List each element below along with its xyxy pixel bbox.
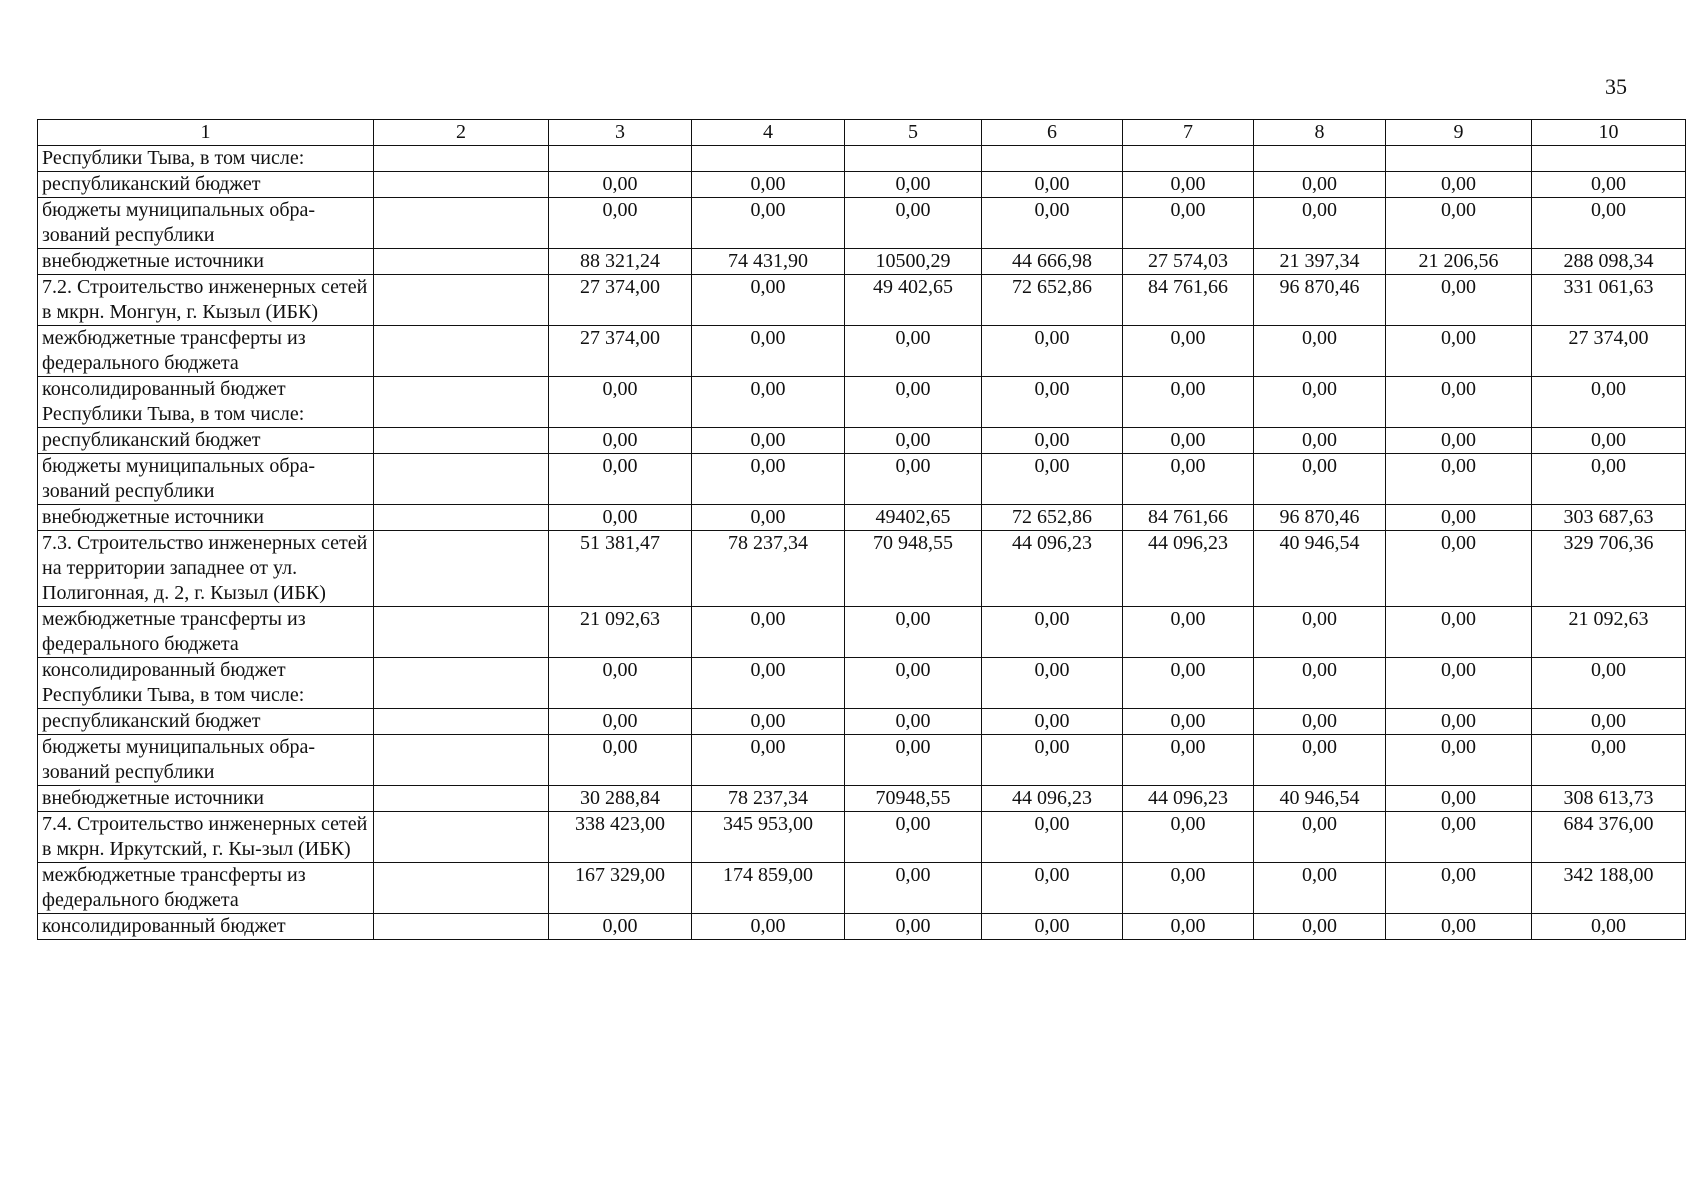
value-cell: 0,00	[1123, 172, 1254, 198]
value-cell: 0,00	[549, 198, 692, 249]
value-cell: 44 096,23	[1123, 786, 1254, 812]
header-cell: 9	[1386, 120, 1532, 146]
value-cell: 0,00	[845, 172, 982, 198]
row-code-cell	[374, 172, 549, 198]
value-cell: 0,00	[1123, 377, 1254, 428]
row-name-cell: консолидированный бюджет Республики Тыва, в том числе:	[38, 658, 374, 709]
row-code-cell	[374, 249, 549, 275]
value-cell: 0,00	[1532, 428, 1686, 454]
value-cell: 0,00	[549, 709, 692, 735]
value-cell: 0,00	[692, 428, 845, 454]
value-cell: 0,00	[982, 863, 1123, 914]
value-cell	[1123, 146, 1254, 172]
value-cell: 0,00	[692, 505, 845, 531]
value-cell: 0,00	[845, 377, 982, 428]
value-cell: 0,00	[845, 735, 982, 786]
table-row	[38, 454, 1686, 505]
value-cell: 303 687,63	[1532, 505, 1686, 531]
table-row	[38, 531, 1686, 607]
table-row	[38, 428, 1686, 454]
header-cell: 3	[549, 120, 692, 146]
row-code-cell	[374, 454, 549, 505]
value-cell: 0,00	[1386, 428, 1532, 454]
value-cell: 0,00	[1254, 709, 1386, 735]
budget-table	[37, 119, 1686, 940]
value-cell: 0,00	[1386, 326, 1532, 377]
value-cell	[982, 146, 1123, 172]
value-cell: 0,00	[1123, 607, 1254, 658]
value-cell: 21 206,56	[1386, 249, 1532, 275]
value-cell: 0,00	[1532, 198, 1686, 249]
table-row	[38, 326, 1686, 377]
value-cell: 96 870,46	[1254, 505, 1386, 531]
value-cell: 0,00	[1123, 914, 1254, 940]
value-cell: 0,00	[692, 709, 845, 735]
header-cell: 4	[692, 120, 845, 146]
row-name-cell: бюджеты муниципальных обра-зований республики	[38, 454, 374, 505]
value-cell: 0,00	[845, 198, 982, 249]
value-cell: 0,00	[1532, 914, 1686, 940]
value-cell: 0,00	[982, 658, 1123, 709]
value-cell: 167 329,00	[549, 863, 692, 914]
value-cell: 0,00	[1532, 658, 1686, 709]
value-cell: 0,00	[845, 454, 982, 505]
value-cell: 21 092,63	[1532, 607, 1686, 658]
value-cell: 0,00	[549, 735, 692, 786]
value-cell: 44 096,23	[982, 531, 1123, 607]
value-cell: 0,00	[1254, 607, 1386, 658]
value-cell: 288 098,34	[1532, 249, 1686, 275]
row-code-cell	[374, 607, 549, 658]
table-row	[38, 505, 1686, 531]
row-name-cell: межбюджетные трансферты из федерального бюджета	[38, 326, 374, 377]
value-cell: 0,00	[1532, 377, 1686, 428]
row-code-cell	[374, 377, 549, 428]
row-code-cell	[374, 146, 549, 172]
value-cell: 0,00	[845, 428, 982, 454]
value-cell: 70948,55	[845, 786, 982, 812]
value-cell: 0,00	[1254, 428, 1386, 454]
value-cell: 10500,29	[845, 249, 982, 275]
row-name-cell: 7.2. Строительство инженерных сетей в мкрн. Монгун, г. Кызыл (ИБК)	[38, 275, 374, 326]
table-row	[38, 709, 1686, 735]
value-cell: 96 870,46	[1254, 275, 1386, 326]
value-cell: 0,00	[1123, 812, 1254, 863]
value-cell: 0,00	[1386, 454, 1532, 505]
row-name-cell: внебюджетные источники	[38, 505, 374, 531]
value-cell: 72 652,86	[982, 505, 1123, 531]
value-cell: 0,00	[1254, 658, 1386, 709]
row-name-cell: бюджеты муниципальных обра-зований республики	[38, 735, 374, 786]
row-code-cell	[374, 735, 549, 786]
value-cell: 44 666,98	[982, 249, 1123, 275]
value-cell: 0,00	[1386, 658, 1532, 709]
value-cell: 0,00	[1386, 863, 1532, 914]
row-name-cell: консолидированный бюджет	[38, 914, 374, 940]
value-cell: 0,00	[1386, 607, 1532, 658]
value-cell: 0,00	[1123, 863, 1254, 914]
value-cell: 40 946,54	[1254, 531, 1386, 607]
value-cell: 0,00	[692, 326, 845, 377]
value-cell: 0,00	[1254, 863, 1386, 914]
row-name-cell: межбюджетные трансферты из федерального бюджета	[38, 607, 374, 658]
header-cell: 2	[374, 120, 549, 146]
value-cell	[549, 146, 692, 172]
value-cell: 0,00	[1254, 172, 1386, 198]
value-cell: 0,00	[982, 428, 1123, 454]
row-code-cell	[374, 914, 549, 940]
value-cell: 27 574,03	[1123, 249, 1254, 275]
value-cell: 0,00	[692, 377, 845, 428]
value-cell: 0,00	[692, 172, 845, 198]
value-cell: 70 948,55	[845, 531, 982, 607]
value-cell: 0,00	[982, 454, 1123, 505]
value-cell: 0,00	[549, 172, 692, 198]
header-cell: 8	[1254, 120, 1386, 146]
value-cell: 21 397,34	[1254, 249, 1386, 275]
row-name-cell: республиканский бюджет	[38, 709, 374, 735]
table-row	[38, 275, 1686, 326]
table-row	[38, 786, 1686, 812]
value-cell: 0,00	[1532, 709, 1686, 735]
table-row	[38, 249, 1686, 275]
value-cell: 0,00	[845, 914, 982, 940]
value-cell: 21 092,63	[549, 607, 692, 658]
row-code-cell	[374, 812, 549, 863]
value-cell: 0,00	[1386, 198, 1532, 249]
table-header-row	[38, 120, 1686, 146]
row-name-cell: межбюджетные трансферты из федерального бюджета	[38, 863, 374, 914]
table-row	[38, 198, 1686, 249]
value-cell: 331 061,63	[1532, 275, 1686, 326]
value-cell: 0,00	[1254, 914, 1386, 940]
row-name-cell: внебюджетные источники	[38, 249, 374, 275]
value-cell: 0,00	[1254, 377, 1386, 428]
value-cell: 0,00	[982, 709, 1123, 735]
value-cell: 49402,65	[845, 505, 982, 531]
value-cell: 40 946,54	[1254, 786, 1386, 812]
value-cell: 0,00	[982, 607, 1123, 658]
header-cell: 1	[38, 120, 374, 146]
value-cell: 27 374,00	[1532, 326, 1686, 377]
value-cell: 0,00	[1532, 735, 1686, 786]
value-cell: 0,00	[692, 607, 845, 658]
value-cell: 51 381,47	[549, 531, 692, 607]
value-cell: 342 188,00	[1532, 863, 1686, 914]
table-row	[38, 146, 1686, 172]
value-cell: 0,00	[692, 914, 845, 940]
value-cell: 0,00	[845, 658, 982, 709]
value-cell: 0,00	[1532, 454, 1686, 505]
value-cell: 329 706,36	[1532, 531, 1686, 607]
value-cell: 44 096,23	[1123, 531, 1254, 607]
header-cell: 10	[1532, 120, 1686, 146]
table-row	[38, 914, 1686, 940]
table-row	[38, 735, 1686, 786]
row-code-cell	[374, 505, 549, 531]
value-cell: 0,00	[1386, 377, 1532, 428]
row-name-cell: республиканский бюджет	[38, 172, 374, 198]
value-cell: 0,00	[845, 812, 982, 863]
value-cell	[845, 146, 982, 172]
row-name-cell: внебюджетные источники	[38, 786, 374, 812]
value-cell: 0,00	[845, 863, 982, 914]
value-cell: 84 761,66	[1123, 505, 1254, 531]
value-cell: 0,00	[982, 914, 1123, 940]
value-cell: 44 096,23	[982, 786, 1123, 812]
value-cell: 0,00	[1386, 735, 1532, 786]
value-cell: 0,00	[982, 326, 1123, 377]
value-cell: 0,00	[982, 735, 1123, 786]
value-cell: 78 237,34	[692, 786, 845, 812]
table-row	[38, 658, 1686, 709]
row-code-cell	[374, 428, 549, 454]
row-name-cell: бюджеты муниципальных обра-зований республики	[38, 198, 374, 249]
value-cell	[1532, 146, 1686, 172]
value-cell: 0,00	[692, 658, 845, 709]
value-cell: 88 321,24	[549, 249, 692, 275]
value-cell: 0,00	[692, 275, 845, 326]
value-cell: 0,00	[1386, 812, 1532, 863]
value-cell: 0,00	[845, 326, 982, 377]
value-cell: 0,00	[692, 454, 845, 505]
value-cell: 0,00	[1123, 326, 1254, 377]
value-cell: 0,00	[1123, 428, 1254, 454]
value-cell: 0,00	[1386, 531, 1532, 607]
value-cell: 0,00	[982, 377, 1123, 428]
value-cell: 0,00	[549, 658, 692, 709]
value-cell: 27 374,00	[549, 275, 692, 326]
row-name-cell: республиканский бюджет	[38, 428, 374, 454]
value-cell: 78 237,34	[692, 531, 845, 607]
value-cell: 0,00	[1254, 198, 1386, 249]
header-cell: 7	[1123, 120, 1254, 146]
value-cell: 345 953,00	[692, 812, 845, 863]
page-number: 35	[1605, 74, 1627, 99]
value-cell: 0,00	[549, 505, 692, 531]
table-row	[38, 607, 1686, 658]
row-code-cell	[374, 326, 549, 377]
value-cell: 0,00	[1123, 735, 1254, 786]
value-cell: 74 431,90	[692, 249, 845, 275]
value-cell: 0,00	[549, 914, 692, 940]
row-code-cell	[374, 275, 549, 326]
value-cell: 338 423,00	[549, 812, 692, 863]
value-cell: 0,00	[1254, 735, 1386, 786]
row-name-cell: 7.4. Строительство инженерных сетей в мкрн. Иркутский, г. Кы-зыл (ИБК)	[38, 812, 374, 863]
table-row	[38, 812, 1686, 863]
row-name-cell: 7.3. Строительство инженерных сетей на территории западнее от ул. Полигонная, д. 2, г. Кызыл (ИБК)	[38, 531, 374, 607]
table-row	[38, 172, 1686, 198]
value-cell: 0,00	[1123, 709, 1254, 735]
value-cell: 0,00	[1532, 172, 1686, 198]
row-code-cell	[374, 658, 549, 709]
value-cell: 308 613,73	[1532, 786, 1686, 812]
value-cell: 174 859,00	[692, 863, 845, 914]
value-cell: 30 288,84	[549, 786, 692, 812]
value-cell: 0,00	[845, 709, 982, 735]
header-cell: 6	[982, 120, 1123, 146]
value-cell: 0,00	[1123, 658, 1254, 709]
value-cell: 0,00	[1386, 709, 1532, 735]
value-cell: 0,00	[1386, 786, 1532, 812]
value-cell: 84 761,66	[1123, 275, 1254, 326]
table-row	[38, 377, 1686, 428]
header-cell: 5	[845, 120, 982, 146]
row-code-cell	[374, 786, 549, 812]
row-code-cell	[374, 709, 549, 735]
value-cell: 0,00	[1386, 172, 1532, 198]
value-cell: 0,00	[1386, 914, 1532, 940]
value-cell: 0,00	[1386, 275, 1532, 326]
row-code-cell	[374, 531, 549, 607]
value-cell: 0,00	[549, 454, 692, 505]
value-cell: 49 402,65	[845, 275, 982, 326]
value-cell	[1386, 146, 1532, 172]
value-cell: 72 652,86	[982, 275, 1123, 326]
value-cell: 0,00	[982, 172, 1123, 198]
value-cell: 684 376,00	[1532, 812, 1686, 863]
table-row	[38, 863, 1686, 914]
row-code-cell	[374, 863, 549, 914]
value-cell: 0,00	[692, 198, 845, 249]
value-cell: 27 374,00	[549, 326, 692, 377]
value-cell: 0,00	[1254, 454, 1386, 505]
row-name-cell: Республики Тыва, в том числе:	[38, 146, 374, 172]
value-cell	[692, 146, 845, 172]
value-cell: 0,00	[982, 812, 1123, 863]
value-cell: 0,00	[1123, 198, 1254, 249]
value-cell: 0,00	[549, 377, 692, 428]
row-code-cell	[374, 198, 549, 249]
value-cell: 0,00	[1386, 505, 1532, 531]
row-name-cell: консолидированный бюджет Республики Тыва, в том числе:	[38, 377, 374, 428]
value-cell: 0,00	[1254, 326, 1386, 377]
value-cell: 0,00	[982, 198, 1123, 249]
value-cell: 0,00	[1123, 454, 1254, 505]
value-cell: 0,00	[845, 607, 982, 658]
value-cell: 0,00	[692, 735, 845, 786]
value-cell: 0,00	[1254, 812, 1386, 863]
value-cell: 0,00	[549, 428, 692, 454]
value-cell	[1254, 146, 1386, 172]
